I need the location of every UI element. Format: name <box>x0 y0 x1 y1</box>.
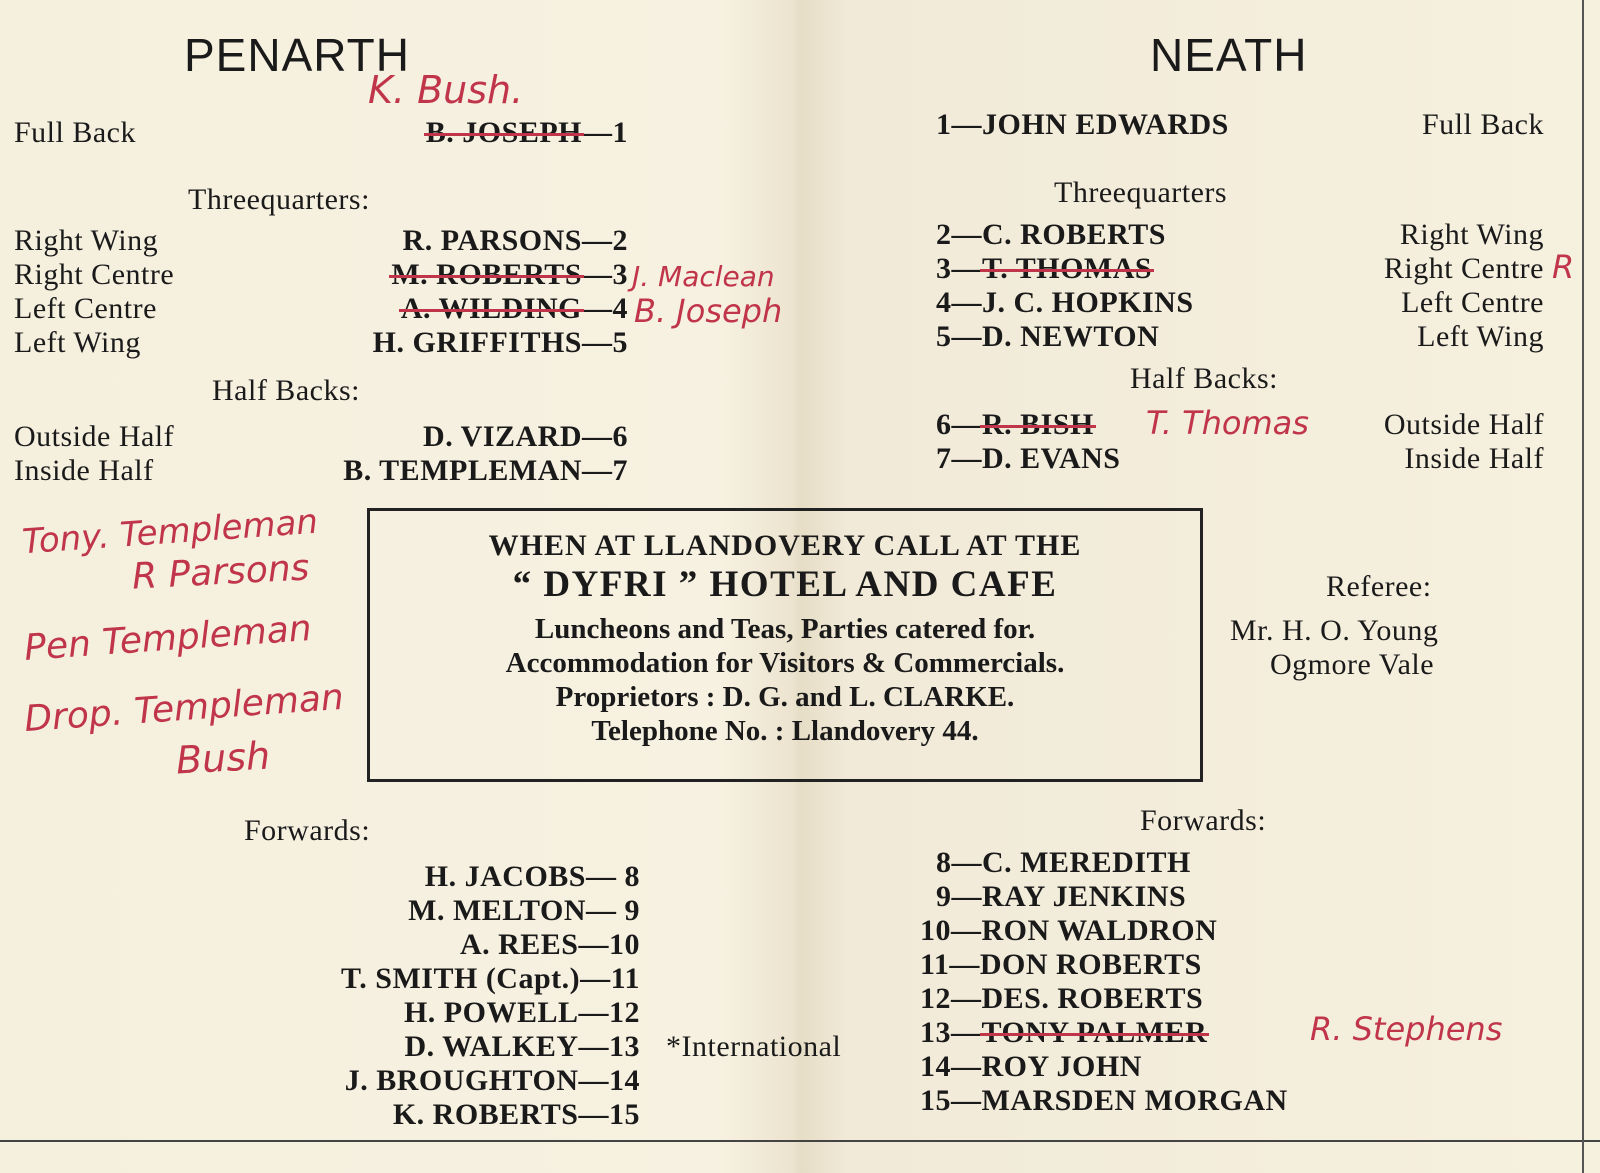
player-number: 13— <box>920 1016 982 1049</box>
position-label: Right Centre <box>1383 252 1544 285</box>
advert-line: Telephone No. : Llandovery 44. <box>591 715 979 747</box>
advert-line: “ DYFRI ” HOTEL AND CAFE <box>512 564 1058 605</box>
player-number: 3— <box>936 252 982 285</box>
player-number: —12 <box>578 996 640 1029</box>
player-number: —3 <box>582 258 628 291</box>
player-name: RAY JENKINS <box>982 880 1187 913</box>
player-entry <box>403 224 628 258</box>
player-name: R. PARSONS <box>402 224 582 257</box>
position-label: Right Wing <box>14 224 159 257</box>
neath-title: NEATH <box>1150 29 1308 81</box>
position-label: Inside Half <box>14 454 154 487</box>
player-name: H. JACOBS <box>424 860 586 893</box>
player-name: M. MELTON <box>408 894 586 927</box>
handwritten-note: Drop. Templeman <box>22 676 346 741</box>
player-name: B. TEMPLEMAN <box>343 454 582 487</box>
player-entry <box>391 258 628 292</box>
advert-line: Proprietors : D. G. and L. CLARKE. <box>555 681 1015 713</box>
player-name: B. JOSEPH <box>425 116 582 149</box>
international-note: *International <box>666 1030 842 1063</box>
player-number: —11 <box>580 962 640 995</box>
player-number: —14 <box>578 1064 640 1097</box>
player-entry <box>936 320 1159 354</box>
player-entry <box>404 996 640 1030</box>
player-name: J. BROUGHTON <box>344 1064 579 1097</box>
player-number: —10 <box>578 928 640 961</box>
player-name: C. MEREDITH <box>982 846 1191 879</box>
player-name: K. ROBERTS <box>392 1098 579 1131</box>
player-entry <box>345 1064 640 1098</box>
penarth-title: PENARTH <box>184 29 410 81</box>
player-name: ROY JOHN <box>981 1050 1142 1083</box>
advert-line: Luncheons and Teas, Parties catered for. <box>534 613 1036 645</box>
player-entry <box>401 292 628 326</box>
section-heading: Forwards: <box>1140 804 1267 837</box>
player-entry <box>920 1084 1288 1118</box>
player-entry <box>425 860 640 894</box>
player-entry <box>405 1030 640 1064</box>
player-number: 12— <box>920 982 982 1015</box>
player-name: DES. ROBERTS <box>981 982 1204 1015</box>
player-entry <box>920 1050 1142 1084</box>
player-entry <box>920 982 1203 1016</box>
player-number: 8— <box>936 846 982 879</box>
position-label: Right Wing <box>1399 218 1544 251</box>
player-number: —4 <box>582 292 628 325</box>
player-entry <box>936 252 1152 286</box>
position-label: Inside Half <box>1404 442 1544 475</box>
player-number: —7 <box>582 454 628 487</box>
player-entry <box>936 442 1121 476</box>
player-number: —2 <box>582 224 628 257</box>
player-number: 14— <box>920 1050 982 1083</box>
player-entry <box>920 1016 1207 1050</box>
player-entry <box>393 1098 640 1132</box>
player-name: T. SMITH (Capt.) <box>341 962 581 995</box>
player-entry <box>426 116 628 150</box>
handwritten-note: J. Maclean <box>632 260 775 293</box>
player-number: — 8 <box>586 860 640 893</box>
player-entry <box>920 948 1202 982</box>
player-number: 7— <box>936 442 982 475</box>
section-heading: Half Backs: <box>212 374 360 407</box>
handwritten-note: Bush <box>174 733 272 783</box>
player-number: 1— <box>936 108 982 141</box>
player-name: H. GRIFFITHS <box>372 326 582 359</box>
player-name: T. THOMAS <box>982 252 1153 285</box>
player-number: 10— <box>920 914 982 947</box>
handwritten-note: B. Joseph <box>634 292 783 330</box>
player-number: 4— <box>936 286 982 319</box>
page-edge <box>0 1140 1600 1142</box>
player-number: —1 <box>582 116 628 149</box>
player-name: MARSDEN MORGAN <box>981 1084 1288 1117</box>
player-name: D. NEWTON <box>982 320 1160 353</box>
handwritten-note: R <box>1552 248 1575 286</box>
player-name: A. WILDING <box>400 292 582 325</box>
position-label: Outside Half <box>14 420 175 453</box>
player-name: A. REES <box>459 928 579 961</box>
player-entry <box>341 962 640 996</box>
player-name: D. EVANS <box>982 442 1121 475</box>
handwritten-note: K. Bush. <box>368 68 524 112</box>
player-number: —6 <box>582 420 628 453</box>
player-entry <box>423 420 628 454</box>
player-number: — 9 <box>586 894 640 927</box>
position-label: Outside Half <box>1383 408 1544 441</box>
position-label: Left Centre <box>1401 286 1544 319</box>
referee-place: Ogmore Vale <box>1270 648 1435 681</box>
player-number: 9— <box>936 880 982 913</box>
player-entry <box>936 846 1191 880</box>
player-entry <box>408 894 640 928</box>
player-name: C. ROBERTS <box>982 218 1166 251</box>
handwritten-note: Tony. Templeman <box>20 501 320 563</box>
player-entry <box>920 914 1217 948</box>
advert-line: Accommodation for Visitors & Commercials. <box>505 647 1065 679</box>
player-number: 11— <box>920 948 980 981</box>
player-number: 2— <box>936 218 982 251</box>
player-entry <box>936 880 1186 914</box>
player-name: M. ROBERTS <box>391 258 582 291</box>
player-name: JOHN EDWARDS <box>982 108 1229 141</box>
player-name: H. POWELL <box>403 996 579 1029</box>
player-entry <box>373 326 628 360</box>
page-edge <box>1582 0 1584 1173</box>
player-number: 5— <box>936 320 982 353</box>
player-entry <box>936 408 1094 442</box>
player-name: R. BISH <box>982 408 1094 441</box>
section-heading: Threequarters <box>1054 176 1228 209</box>
position-label: Full Back <box>1422 108 1544 141</box>
player-number: 6— <box>936 408 982 441</box>
player-entry <box>343 454 628 488</box>
player-name: TONY PALMER <box>981 1016 1208 1049</box>
position-label: Full Back <box>14 116 136 149</box>
section-heading: Forwards: <box>244 814 371 847</box>
referee-name: Mr. H. O. Young <box>1230 614 1439 647</box>
position-label: Right Centre <box>14 258 175 291</box>
player-number: 15— <box>920 1084 982 1117</box>
position-label: Left Wing <box>14 326 141 359</box>
handwritten-note: R Parsons <box>131 547 311 598</box>
handwritten-note: Pen Templeman <box>22 608 313 669</box>
player-name: D. VIZARD <box>423 420 582 453</box>
position-label: Left Centre <box>14 292 157 325</box>
player-entry <box>936 218 1166 252</box>
player-number: —15 <box>578 1098 640 1131</box>
player-name: D. WALKEY <box>404 1030 579 1063</box>
player-number: —5 <box>582 326 628 359</box>
section-heading: Threequarters: <box>188 183 370 216</box>
advert-line: WHEN AT LLANDOVERY CALL AT THE <box>488 529 1082 562</box>
position-label: Left Wing <box>1417 320 1544 353</box>
player-entry <box>460 928 640 962</box>
hotel-advert <box>367 508 1203 782</box>
player-entry <box>936 286 1194 320</box>
handwritten-note: R. Stephens <box>1310 1010 1503 1048</box>
player-name: J. C. HOPKINS <box>982 286 1194 319</box>
player-name: DON ROBERTS <box>979 948 1202 981</box>
section-heading: Half Backs: <box>1130 362 1278 395</box>
player-number: —13 <box>578 1030 640 1063</box>
player-entry <box>936 108 1229 142</box>
player-name: RON WALDRON <box>981 914 1218 947</box>
referee-heading: Referee: <box>1326 570 1432 603</box>
handwritten-note: T. Thomas <box>1146 404 1309 442</box>
